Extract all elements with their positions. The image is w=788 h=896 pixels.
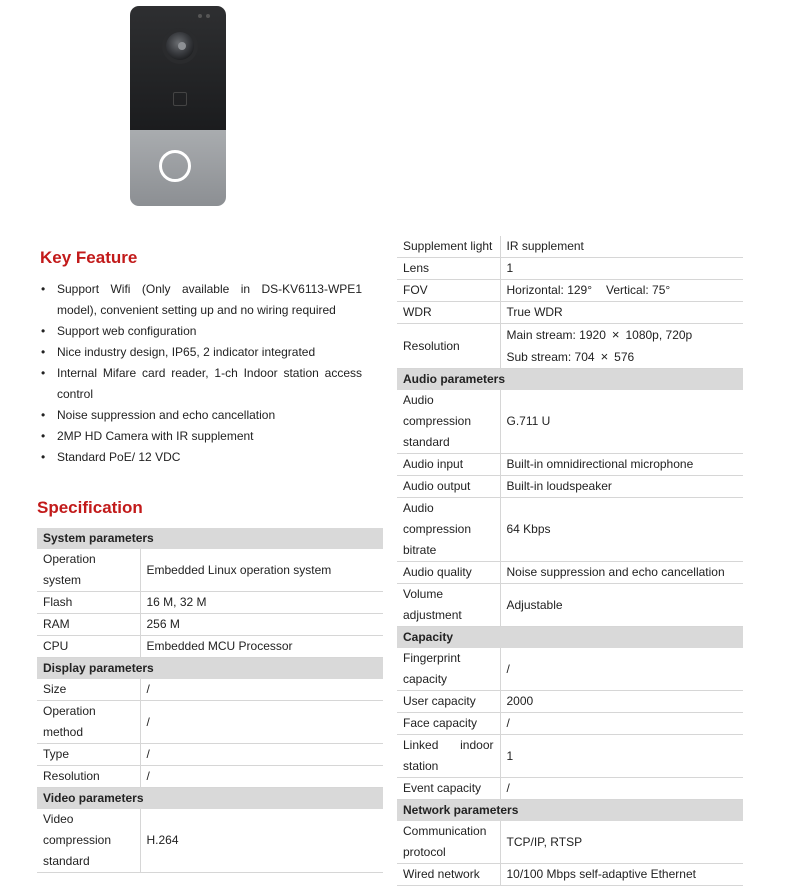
table-row <box>397 324 743 369</box>
table-row <box>37 592 383 614</box>
spec-key: Operation system <box>37 549 140 592</box>
device-button-panel <box>130 130 226 206</box>
spec-key: Communication protocol <box>397 821 500 864</box>
spec-key: Linked indoor station <box>397 735 500 778</box>
table-row <box>397 390 743 454</box>
group-header: Capacity <box>397 627 743 649</box>
spec-value: / <box>140 701 383 744</box>
table-row <box>397 476 743 498</box>
spec-key: Face capacity <box>397 713 500 735</box>
spec-key: Resolution <box>37 766 140 788</box>
table-row <box>397 280 743 302</box>
table-row <box>397 302 743 324</box>
group-header-row <box>37 658 383 680</box>
times-icon: × <box>611 327 620 342</box>
spec-value: Built-in loudspeaker <box>500 476 743 498</box>
key-feature-title: Key Feature <box>40 248 138 267</box>
spec-table-right <box>397 236 743 886</box>
spec-key: WDR <box>397 302 500 324</box>
group-header-row <box>37 788 383 810</box>
spec-key: Event capacity <box>397 778 500 800</box>
spec-key: Size <box>37 679 140 701</box>
card-reader-icon <box>173 92 187 106</box>
spec-key: FOV <box>397 280 500 302</box>
table-row <box>37 766 383 788</box>
spec-value: Noise suppression and echo cancellation <box>500 562 743 584</box>
times-icon: × <box>600 349 609 364</box>
spec-key: CPU <box>37 636 140 658</box>
sub-stream-width: Sub stream: 704 <box>506 350 595 364</box>
table-row <box>397 713 743 735</box>
spec-key: Supplement light <box>397 236 500 258</box>
feature-item: • 2MP HD Camera with IR supplement <box>40 426 362 447</box>
spec-key: RAM <box>37 614 140 636</box>
spec-value: Embedded Linux operation system <box>140 549 383 592</box>
group-header: Network parameters <box>397 800 743 822</box>
group-header-row <box>37 528 383 549</box>
spec-key: Audio quality <box>397 562 500 584</box>
spec-value <box>500 324 743 369</box>
spec-key: Wired network <box>397 864 500 886</box>
feature-item: • Noise suppression and echo cancellation <box>40 405 362 426</box>
sub-stream-height: 576 <box>614 350 635 364</box>
spec-key: Operation method <box>37 701 140 744</box>
main-stream-line <box>507 324 738 346</box>
table-row <box>397 236 743 258</box>
spec-value: Built-in omnidirectional microphone <box>500 454 743 476</box>
spec-value: 64 Kbps <box>500 498 743 562</box>
table-row <box>397 584 743 627</box>
table-row <box>37 614 383 636</box>
specification-title: Specification <box>37 498 143 517</box>
spec-key: Fingerprint capacity <box>397 648 500 691</box>
spec-key: Audio compression bitrate <box>397 498 500 562</box>
spec-key: Flash <box>37 592 140 614</box>
spec-key: Audio input <box>397 454 500 476</box>
group-header: Video parameters <box>37 788 383 810</box>
spec-value: Embedded MCU Processor <box>140 636 383 658</box>
feature-item: • Internal Mifare card reader, 1-ch Indoor station access control <box>40 363 362 405</box>
feature-item: • Support web configuration <box>40 321 362 342</box>
table-row <box>397 562 743 584</box>
table-row <box>397 778 743 800</box>
spec-value: / <box>500 648 743 691</box>
fov-horizontal: Horizontal: 129° <box>506 283 593 297</box>
spec-key: User capacity <box>397 691 500 713</box>
spec-key: Resolution <box>397 324 500 369</box>
group-header-row <box>397 369 743 391</box>
feature-item: • Standard PoE/ 12 VDC <box>40 447 362 468</box>
spec-value: / <box>140 679 383 701</box>
spec-table-left <box>37 528 383 873</box>
table-row <box>37 679 383 701</box>
feature-item: • Nice industry design, IP65, 2 indicator integrated <box>40 342 362 363</box>
spec-value: 2000 <box>500 691 743 713</box>
spec-value: TCP/IP, RTSP <box>500 821 743 864</box>
spec-key: Type <box>37 744 140 766</box>
group-header-row <box>397 627 743 649</box>
spec-value: / <box>140 744 383 766</box>
spec-key: Audio compression standard <box>397 390 500 454</box>
table-row <box>397 258 743 280</box>
table-row <box>37 744 383 766</box>
spec-value: 1 <box>500 258 743 280</box>
call-button-ring-icon <box>159 150 191 182</box>
fov-vertical: Vertical: 75° <box>606 283 671 297</box>
table-row <box>397 498 743 562</box>
main-stream-height: 1080p, 720p <box>625 328 693 342</box>
feature-item: • Support Wifi (Only available in DS-KV6113-WPE1 model), convenient setting up and no wiring required <box>40 279 362 321</box>
table-row <box>397 691 743 713</box>
spec-value: 10/100 Mbps self-adaptive Ethernet <box>500 864 743 886</box>
spec-value: 1 <box>500 735 743 778</box>
spec-value: IR supplement <box>500 236 743 258</box>
key-feature-list <box>40 279 362 468</box>
table-row <box>397 454 743 476</box>
group-header: Display parameters <box>37 658 383 680</box>
spec-value <box>500 280 743 302</box>
table-row <box>37 809 383 873</box>
spec-value: Adjustable <box>500 584 743 627</box>
table-row <box>37 549 383 592</box>
spec-key: Video compression standard <box>37 809 140 873</box>
device-front-panel <box>130 6 226 130</box>
spec-key: Audio output <box>397 476 500 498</box>
spec-value: G.711 U <box>500 390 743 454</box>
camera-lens-icon <box>166 32 194 60</box>
spec-value: 16 M, 32 M <box>140 592 383 614</box>
indicator-light-icon <box>198 14 202 18</box>
spec-value: / <box>500 778 743 800</box>
spec-value: 256 M <box>140 614 383 636</box>
sub-stream-line <box>507 346 738 368</box>
main-stream-width: Main stream: 1920 <box>506 328 606 342</box>
group-header-row <box>397 800 743 822</box>
spec-value: True WDR <box>500 302 743 324</box>
product-image <box>130 6 226 206</box>
spec-value: / <box>140 766 383 788</box>
table-row <box>397 864 743 886</box>
table-row <box>397 735 743 778</box>
group-header: Audio parameters <box>397 369 743 391</box>
table-row <box>37 636 383 658</box>
indicator-light-icon <box>206 14 210 18</box>
spec-key: Lens <box>397 258 500 280</box>
table-row <box>397 821 743 864</box>
spec-value: / <box>500 713 743 735</box>
spec-key: Volume adjustment <box>397 584 500 627</box>
spec-value: H.264 <box>140 809 383 873</box>
table-row <box>397 648 743 691</box>
table-row <box>37 701 383 744</box>
group-header: System parameters <box>37 528 383 549</box>
